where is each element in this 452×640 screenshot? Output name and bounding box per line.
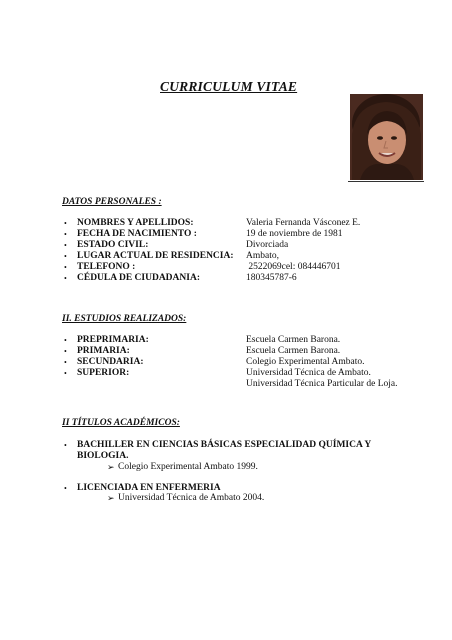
document-title: CURRICULUM VITAE (160, 79, 298, 94)
studies-value: Escuela Carmen Barona. (246, 335, 341, 345)
section-heading-personal: DATOS PERSONALES : (62, 197, 162, 207)
personal-value: 180345787-6 (246, 273, 297, 283)
personal-value: Valeria Fernanda Vásconez E. (246, 218, 361, 228)
studies-label: SECUNDARIA: (77, 357, 144, 367)
bullet-icon: • (64, 484, 67, 493)
personal-value: Divorciada (246, 240, 289, 250)
studies-value: Universidad Técnica Particular de Loja. (246, 379, 398, 389)
studies-value: Escuela Carmen Barona. (246, 346, 341, 356)
profile-photo (350, 94, 423, 180)
bullet-icon: • (64, 230, 67, 239)
personal-label: LUGAR ACTUAL DE RESIDENCIA: (77, 251, 234, 261)
bullet-icon: • (64, 369, 67, 378)
title-detail-text: Colegio Experimental Ambato 1999. (118, 462, 258, 472)
title-detail-text: Universidad Técnica de Ambato 2004. (118, 493, 265, 503)
title-label: BACHILLER EN CIENCIAS BÁSICAS ESPECIALIDAD QUÍMICA Y (77, 440, 372, 450)
personal-label: NOMBRES Y APELLIDOS: (77, 218, 194, 228)
personal-label: CÉDULA DE CIUDADANIA: (77, 273, 200, 283)
studies-label: PREPRIMARIA: (77, 335, 149, 345)
personal-label: ESTADO CIVIL: (77, 240, 149, 250)
bullet-icon: • (64, 252, 67, 261)
personal-value: 2522069cel: 084446701 (246, 262, 341, 272)
bullet-icon: • (64, 347, 67, 356)
personal-value: Ambato, (246, 251, 279, 261)
studies-value: Universidad Técnica de Ambato. (246, 368, 371, 378)
arrow-bullet-icon: ➢ (107, 493, 115, 503)
title-label: LICENCIADA EN ENFERMERIA (77, 483, 221, 493)
section-heading-titles: II TÍTULOS ACADÉMICOS: (62, 418, 180, 428)
personal-value: 19 de noviembre de 1981 (246, 229, 343, 239)
bullet-icon: • (64, 441, 67, 450)
bullet-icon: • (64, 219, 67, 228)
arrow-bullet-icon: ➢ (107, 462, 115, 472)
bullet-icon: • (64, 336, 67, 345)
section-heading-studies: II. ESTUDIOS REALIZADOS: (62, 314, 187, 324)
studies-label: PRIMARIA: (77, 346, 130, 356)
personal-label: FECHA DE NACIMIENTO : (77, 229, 197, 239)
bullet-icon: • (64, 263, 67, 272)
portrait-image (350, 94, 423, 180)
bullet-icon: • (64, 274, 67, 283)
studies-value: Colegio Experimental Ambato. (246, 357, 365, 367)
title-label: BIOLOGIA. (77, 451, 129, 461)
photo-underline (348, 181, 424, 182)
personal-label: TELEFONO : (77, 262, 136, 272)
bullet-icon: • (64, 358, 67, 367)
bullet-icon: • (64, 241, 67, 250)
studies-label: SUPERIOR: (77, 368, 130, 378)
